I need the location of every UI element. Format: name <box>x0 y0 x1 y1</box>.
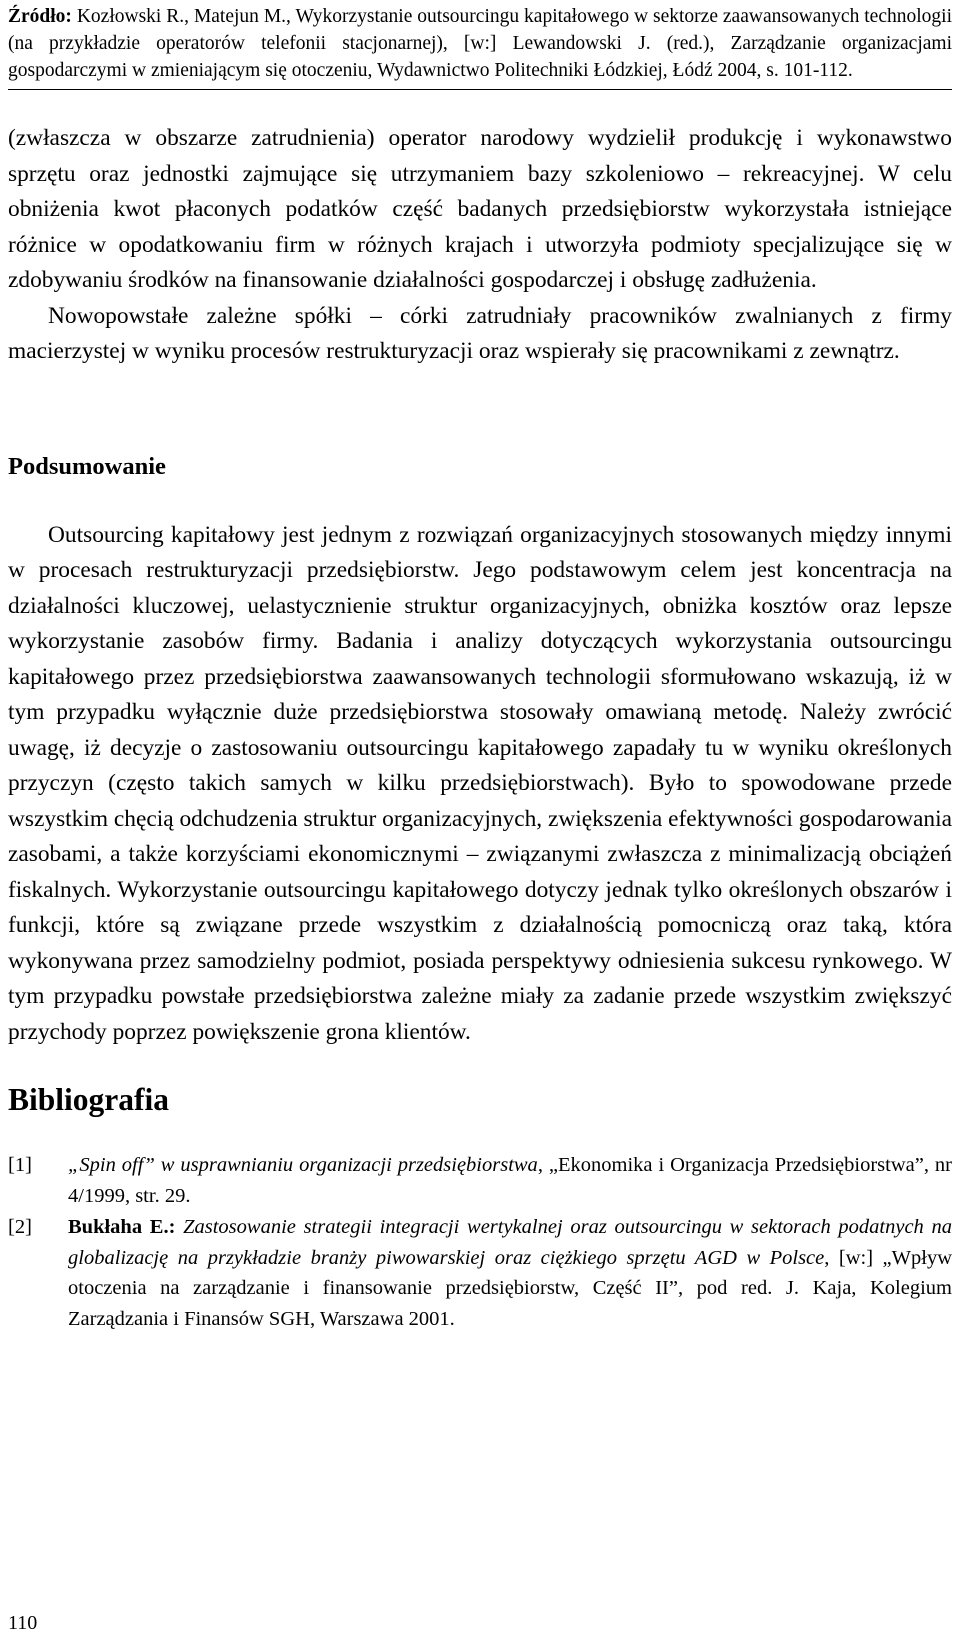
body-paragraph-2: Nowopowstałe zależne spółki – córki zatrudniały pracowników zwalnianych z firmy macierzystej w wyniku procesów restrukturyzacji oraz wspierały się pracownikami z zewnątrz. <box>8 302 952 364</box>
summary-paragraph: Outsourcing kapitałowy jest jednym z rozwiązań organizacyjnych stosowanych między innymi w procesach restrukturyzacji przedsiębiorstw. Jego podstawowym celem jest koncentracja na działalności kluczowej, uelastycznienie struktur organizacyjnych, obniżka kosztów oraz lepsze wykorzystanie zasobów firmy. Badania i analizy dotyczących wykorzystania outsourcingu kapitałowego przez przedsiębiorstwa zaawansowanych technologii sformułowano wskazują, iż w tym przypadku wyłącznie duże przedsiębiorstwa stosowały omawianą metodę. Należy zwrócić uwagę, iż decyzje o zastosowaniu outsourcingu kapitałowego zapadały tu w wyniku określonych przyczyn (często takich samych w kilku przedsiębiorstwach). Było to spowodowane przede wszystkim chęcią odchudzenia struktur organizacyjnych, zwiększenia efektywności gospodarowania zasobami, a także korzyściami ekonomicznymi – związanymi zwłaszcza z minimalizacją obciążeń fiskalnych. Wykorzystanie outsourcingu kapitałowego dotyczy jednak tylko określonych obszarów i funkcji, które są związane przede wszystkim z działalnością pomocniczą oraz taką, która wykonywana przez samodzielny podmiot, posiada perspektywy odniesienia sukcesu rynkowego. W tym przypadku powstałe przedsiębiorstwa zależne miały za zadanie przede wszystkim zwiększyć przychody poprzez powiększenie grona klientów. <box>8 521 952 1045</box>
bibliography-author-colon: : <box>168 1216 184 1238</box>
source-label: Źródło: <box>8 6 72 27</box>
body-paragraph-1: (zwłaszcza w obszarze zatrudnienia) operator narodowy wydzielił produkcję i wykonawstwo sprzętu oraz jednostki zajmujące się utrzymaniem bazy szkoleniowo – rekreacyjnej. W celu obniżenia kwot płaconych podatków część badanych przedsiębiorstw wykorzystała istniejące różnice w opodatkowaniu firm w różnych krajach i utworzyła podmioty specjalizujące się w zdobywaniu środków na finansowanie działalności gospodarczej i obsługę zadłużenia. <box>8 125 952 293</box>
bibliography-entry-1 <box>8 1150 952 1211</box>
bibliography-entry-2 <box>8 1212 952 1334</box>
bibliography-details: , „Ekonomika i Organizacja Przedsiębiorstwa”, nr 4/1999, str. 29. <box>68 1154 952 1207</box>
document-page <box>8 0 952 1334</box>
page-number: 110 <box>8 1612 38 1634</box>
bibliography-title: Zastosowanie strategii integracji wertykalnej oraz outsourcingu w sektorach podatnych na globalizację na przykładzie branży piwowarskiej oraz ciężkiego sprzętu AGD w Polsce <box>68 1216 953 1269</box>
source-citation-text: Kozłowski R., Matejun M., Wykorzystanie outsourcingu kapitałowego w sektorze zaawansowanych technologii (na przykładzie operatorów telefonii stacjonarnej), [w:] Lewandowski J. (red.), Zarządzanie organizacjami gospodarczymi w zmieniającym się otoczeniu, Wydawnictwo Politechniki Łódzkiej, Łódź 2004, s. 101-112. <box>8 6 952 81</box>
section-heading-bibliography: Bibliografia <box>8 1082 170 1117</box>
bibliography-title: „Spin off” w usprawnianiu organizacji przedsiębiorstwa <box>68 1154 538 1176</box>
source-footnote <box>8 0 952 90</box>
bibliography-number: [1] <box>8 1154 32 1176</box>
section-heading-summary: Podsumowanie <box>8 452 166 480</box>
bibliography-author: Bukłaha E. <box>68 1216 169 1238</box>
bibliography-list <box>8 1150 952 1334</box>
bibliography-number: [2] <box>8 1216 32 1238</box>
bibliography-details: , [w:] „Wpływ otoczenia na zarządzanie i finansowanie przedsiębiorstw, Część II”, pod red. J. Kaja, Kolegium Zarządzania i Finansów SGH, Warszawa 2001. <box>68 1246 952 1330</box>
